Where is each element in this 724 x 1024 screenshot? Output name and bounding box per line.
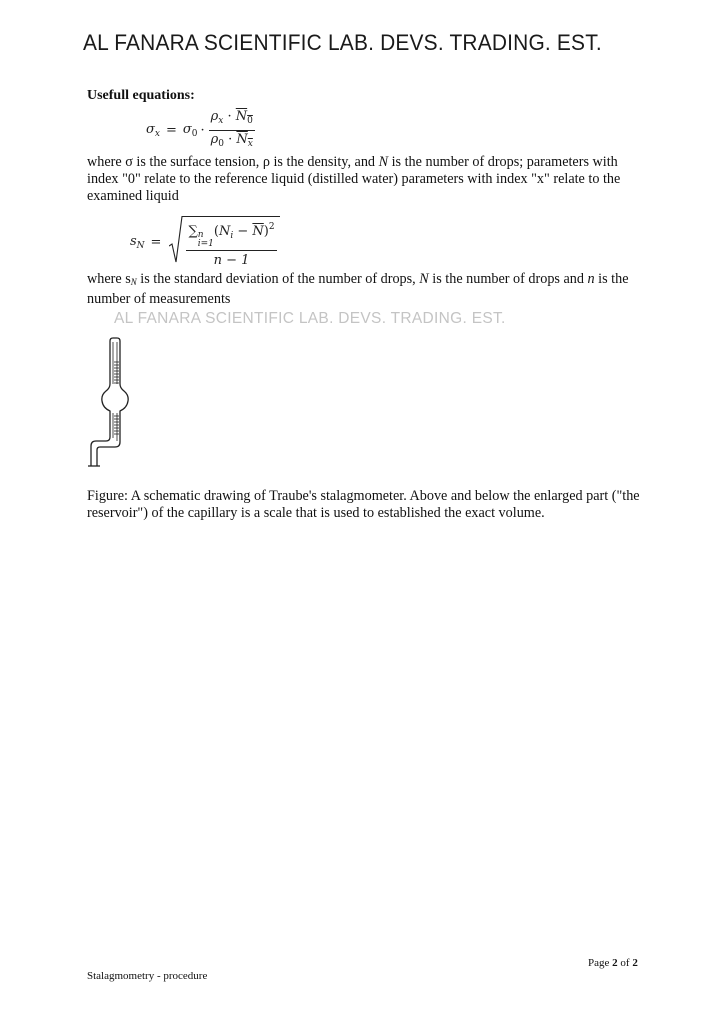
- section-heading: Usefull equations:: [87, 88, 195, 103]
- page-number: Page 2 of 2: [588, 957, 638, 969]
- eq2-equals: =: [150, 234, 162, 250]
- eq1-dot: ·: [200, 122, 205, 138]
- eq1-numerator: $\rho_x \cdot N_0$: [209, 109, 255, 131]
- equation2-explanation: where sN is the standard deviation of the number of drops, N is the number of drops and n is the number of measurements: [87, 271, 629, 307]
- equation1-explanation: where σ is the surface tension, ρ is the density, and N is the number of drops; parameters with index "0" relate to the reference liquid (distilled water) parameters with index "x" relate to the examined liquid: [87, 154, 621, 204]
- eq1-fraction: [209, 109, 255, 152]
- eq1-denominator: $\rho_0 \cdot N_x$: [210, 131, 253, 149]
- eq2-lhs: $s_N$: [130, 233, 145, 251]
- watermark-text: AL FANARA SCIENTIFIC LAB. DEVS. TRADING. EST.: [114, 310, 506, 327]
- eq1-equals: =: [165, 122, 177, 138]
- figure-caption: Figure: A schematic drawing of Traube's stalagmometer. Above and below the enlarged part ("the reservoir") of the capillary is a scale that is used to established the exact volume.: [87, 488, 640, 521]
- eq2-fraction: [183, 216, 279, 269]
- radical-sign-icon: [169, 216, 183, 264]
- eq2-denominator: n − 1: [213, 252, 250, 268]
- eq1-sigma0: $\sigma_0$: [182, 121, 198, 139]
- surface-tension-equation: [146, 110, 255, 150]
- eq1-lhs: $\sigma_x$: [146, 121, 160, 139]
- eq2-numerator: ∑ n i=1 $(N_i - \overline{N})^2$: [186, 219, 276, 251]
- stalagmometer-drawing-icon: [84, 334, 144, 480]
- eq2-square-root: [169, 216, 279, 269]
- page-header-title: AL FANARA SCIENTIFIC LAB. DEVS. TRADING. EST.: [83, 30, 602, 55]
- standard-deviation-equation: [130, 217, 280, 267]
- footer-document-name: Stalagmometry - procedure: [87, 970, 208, 982]
